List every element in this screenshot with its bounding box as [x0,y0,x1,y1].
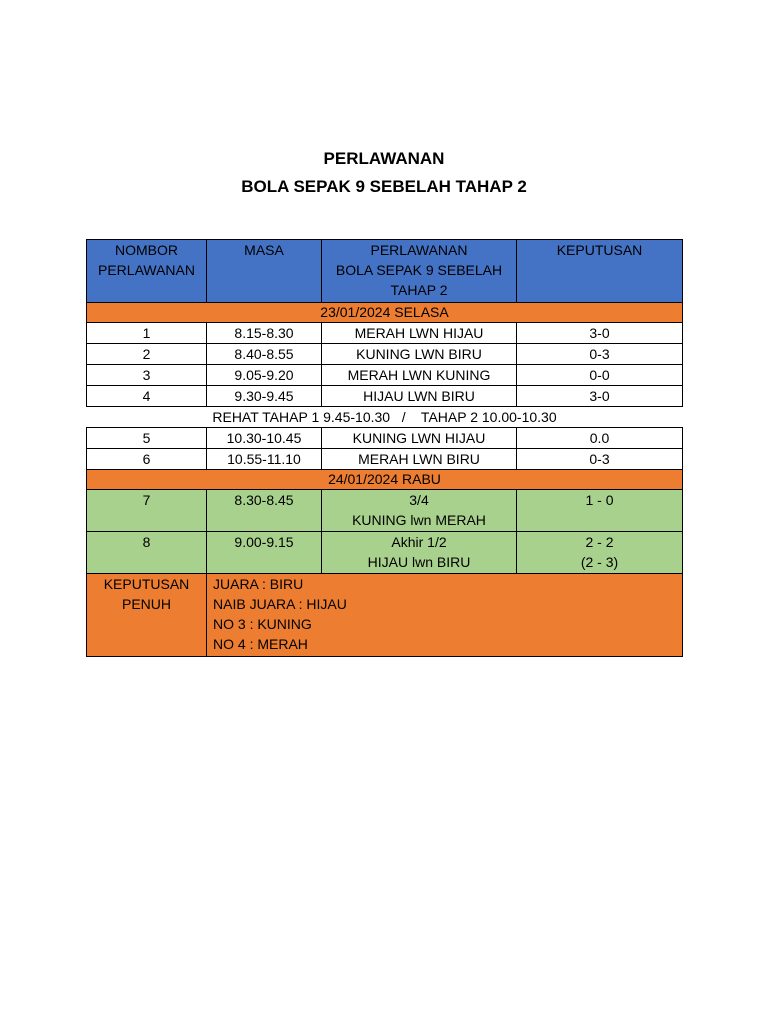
table-row [87,365,683,386]
match-no: 3 [87,365,207,386]
standing-juara: JUARA : BIRU [213,576,304,592]
match-result: 3-0 [517,323,683,344]
standing-no3: NO 3 : KUNING [213,616,312,632]
table-row [87,532,683,574]
match-pairing: KUNING lwn MERAH [352,512,486,528]
header-perlawanan-line3: TAHAP 2 [390,282,448,298]
final-results-row [87,574,683,657]
final-label [87,574,207,657]
match-result [517,532,683,574]
standing-no4: NO 4 : MERAH [213,636,308,652]
final-label-line1: KEPUTUSAN [103,576,190,592]
page-subtitle: BOLA SEPAK 9 SEBELAH TAHAP 2 [241,177,527,196]
match-result: 0-0 [517,365,683,386]
match-no: 5 [87,428,207,449]
break-row [87,407,683,428]
header-masa: MASA [207,240,322,303]
schedule-table [86,239,683,657]
match-no: 4 [87,386,207,407]
header-perlawanan-line1: PERLAWANAN [370,242,468,258]
match-time: 10.30-10.45 [207,428,322,449]
final-standings [207,574,683,657]
table-row [87,490,683,532]
break-label: REHAT TAHAP 1 9.45-10.30 / TAHAP 2 10.00-10.30 [87,407,683,428]
match-teams [322,490,517,532]
match-score: 2 - 2 [585,534,614,550]
standing-naib-juara: NAIB JUARA : HIJAU [213,596,347,612]
match-no: 6 [87,449,207,470]
match-time: 9.00-9.15 [207,532,322,574]
header-perlawanan [322,240,517,303]
match-teams: KUNING LWN HIJAU [322,428,517,449]
header-keputusan: KEPUTUSAN [517,240,683,303]
day-label: 23/01/2024 SELASA [87,303,683,323]
match-pairing: HIJAU lwn BIRU [367,554,471,570]
table-row [87,344,683,365]
match-no: 8 [87,532,207,574]
match-stage: 3/4 [409,492,429,508]
table-row [87,449,683,470]
match-result [517,490,683,532]
match-no: 1 [87,323,207,344]
match-teams: HIJAU LWN BIRU [322,386,517,407]
match-teams: MERAH LWN HIJAU [322,323,517,344]
match-time: 8.40-8.55 [207,344,322,365]
match-teams: MERAH LWN KUNING [322,365,517,386]
match-time: 9.30-9.45 [207,386,322,407]
header-nombor [87,240,207,303]
match-result: 3-0 [517,386,683,407]
day-label: 24/01/2024 RABU [87,470,683,490]
table-row [87,386,683,407]
match-time: 8.15-8.30 [207,323,322,344]
header-nombor-line1: NOMBOR [115,242,178,258]
match-teams [322,532,517,574]
match-no: 7 [87,490,207,532]
day-row-rabu [87,470,683,490]
table-row [87,323,683,344]
table-header-row [87,240,683,303]
match-teams: MERAH LWN BIRU [322,449,517,470]
page-title: PERLAWANAN [323,149,445,168]
day-row-selasa [87,303,683,323]
final-label-line2: PENUH [121,596,171,612]
match-time: 8.30-8.45 [207,490,322,532]
match-score: 1 - 0 [585,492,614,508]
match-result: 0-3 [517,449,683,470]
match-teams: KUNING LWN BIRU [322,344,517,365]
match-no: 2 [87,344,207,365]
match-time: 9.05-9.20 [207,365,322,386]
match-stage: Akhir 1/2 [391,534,447,550]
match-result: 0.0 [517,428,683,449]
match-time: 10.55-11.10 [207,449,322,470]
match-result: 0-3 [517,344,683,365]
table-row [87,428,683,449]
match-penalty: (2 - 3) [580,554,619,570]
header-perlawanan-line2: BOLA SEPAK 9 SEBELAH [335,262,503,278]
header-nombor-line2: PERLAWANAN [98,262,195,278]
